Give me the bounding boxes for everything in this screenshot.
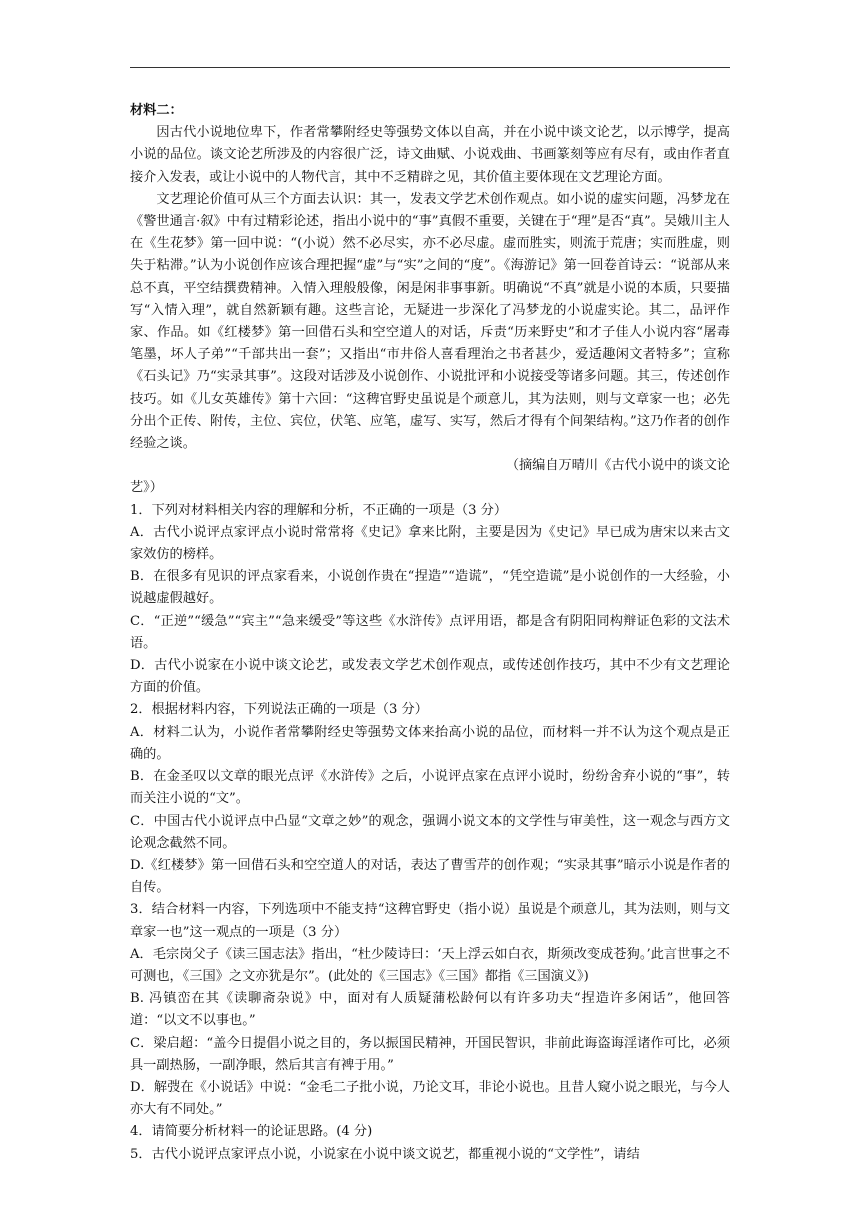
question-2 [130, 699, 730, 899]
material-paragraph-2: 文艺理论价值可从三个方面去认识：其一，发表文学艺术创作观点。如小说的虚实问题，冯梦龙在《警世通言·叙》中有过精彩论述，指出小说中的“事”真假不重要，关键在于“理”是否“真”。吴娥川主人在《生花梦》第一回中说：“(小说）然不必尽实，亦不必尽虚。虚而胜实，则流于荒唐；实而胜虚，则失于粘滞。”认为小说创作应该合理把握“虚”与“实”之间的“度”。《海游记》第一回卷首诗云：“说部从来总不真，平空结撰费精神。入情入理般般像，闲是闲非事事新。明确说“不真”就是小说的本质，只要描写“入情入理”，就自然新颖有趣。这些言论，无疑进一步深化了冯梦龙的小说虚实论。其二，品评作家、作品。如《红楼梦》第一回借石头和空空道人的对话，斥责“历来野史”和才子佳人小说内容“屠毒笔墨，坏人子弟”“千部共出一套”；又指出“市井俗人喜看理治之书者甚少，爱适趣闲文者特多”；宣称《石头记》乃“实录其事”。这段对话涉及小说创作、小说批评和小说接受等诸多问题。其三，传述创作技巧。如《儿女英雄传》第十六回：“这稗官野史虽说是个顽意儿，其为法则，则与文章家一也；必先分出个正传、附传，主位、宾位，伏笔、应笔，虚写、实写，然后才得有个间架结构。”这乃作者的创作经验之谈。 [130, 191, 730, 452]
question-4-stem: 4．请简要分析材料一的论证思路。(4 分) [130, 1124, 373, 1140]
question-1 [130, 500, 730, 700]
question-1-stem: 1．下列对材料相关内容的理解和分析，不正确的一项是（3 分） [130, 502, 508, 518]
exam-page [130, 100, 730, 1166]
question-1-option-b: B．在很多有见识的评点家看来，小说创作贵在“捏造”“造谎”，“凭空造谎”是小说创作的一大经验，小说越虚假越好。 [130, 569, 730, 607]
question-1-option-d: D．古代小说家在小说中谈文论艺，或发表文学艺术创作观点，或传述创作技巧，其中不少有文艺理论方面的价值。 [130, 658, 730, 696]
question-2-option-a: A．材料二认为，小说作者常攀附经史等强势文体来抬高小说的品位，而材料一并不认为这个观点是正确的。 [130, 724, 730, 762]
material-heading: 材料二： [130, 103, 183, 118]
question-3 [130, 899, 730, 1121]
header-rule [130, 67, 730, 68]
question-2-option-b: B．在金圣叹以文章的眼光点评《水浒传》之后，小说评点家在点评小说时，纷纷舍弃小说的“事”，转而关注小说的“文”。 [130, 769, 730, 807]
question-2-option-c: C．中国古代小说评点中凸显“文章之妙”的观念，强调小说文本的文学性与审美性，这一观念与西方文论观念截然不同。 [130, 813, 730, 851]
material-paragraph-1: 因古代小说地位卑下，作者常攀附经史等强势文体以自高，并在小说中谈文论艺，以示博学，提高小说的品位。谈文论艺所涉及的内容很广泛，诗文曲赋、小说戏曲、书画篆刻等应有尽有，或由作者直接介入发表，或让小说中的人物代言，其中不乏精辟之见，其价值主要体现在文艺理论方面。 [130, 125, 730, 185]
material-source-line-2: 艺》） [130, 480, 163, 496]
question-2-stem: 2．根据材料内容，下列说法正确的一项是（3 分） [130, 702, 428, 718]
material-source-line-1: （摘编自万晴川《古代小说中的谈文论 [505, 458, 730, 474]
question-1-option-a: A．古代小说评点家评点小说时常常将《史记》拿来比附，主要是因为《史记》早已成为唐宋以来古文家效仿的榜样。 [130, 524, 730, 563]
question-3-option-d: D．解弢在《小说话》中说：“金毛二子批小说，乃论文耳，非论小说也。且昔人窥小说之眼光，与今人亦大有不同处。” [130, 1079, 730, 1118]
question-3-stem: 3．结合材料一内容，下列选项中不能支持“这稗官野史（指小说）虽说是个顽意儿，其为法则，则与文章家一也”这一观点的一项是（3 分） [130, 902, 730, 940]
question-3-option-c: C．梁启超：“盖今日提倡小说之目的，务以振国民精神，开国民智识，非前此诲盗诲淫诸作可比，必须具一副热肠，一副净眼，然后其言有裨于用。” [130, 1035, 730, 1073]
question-5-stem: 5．古代小说评点家评点小说，小说家在小说中谈文说艺，都重视小说的“文学性”，请结 [130, 1146, 640, 1162]
question-1-option-c: C．“正逆”“缓急”“宾主”“急来缓受”等这些《水浒传》点评用语，都是含有阴阳同构辩证色彩的文法术语。 [130, 613, 730, 651]
question-2-option-d: D.《红楼梦》第一回借石头和空空道人的对话，表达了曹雪芹的创作观；“实录其事”暗示小说是作者的自传。 [130, 857, 730, 896]
question-3-option-b: B. 冯镇峦在其《读聊斋杂说》中，面对有人质疑蒲松龄何以有许多功夫“捏造许多闲话”，他回答道：“以文不以事也。” [130, 991, 730, 1029]
question-3-option-a: A．毛宗岗父子《读三国志法》指出，“杜少陵诗曰：‘天上浮云如白衣，斯须改变成苍狗。’此言世事之不可测也，《三国》之文亦犹是尔”。(此处的《三国志》《三国》都指《三国演义》) [130, 946, 730, 984]
